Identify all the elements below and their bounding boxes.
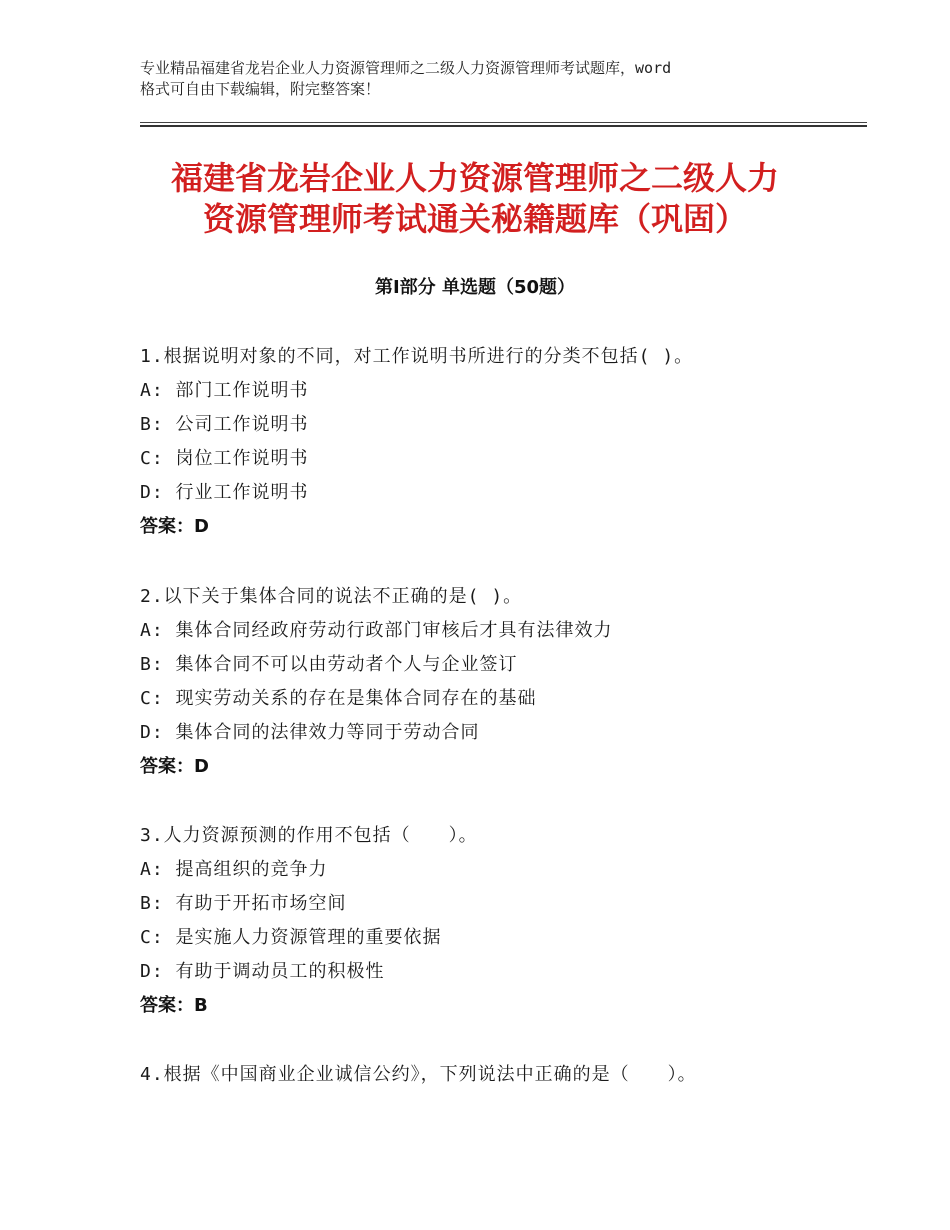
question-stem: 3.人力资源预测的作用不包括（ ）。 [140, 825, 478, 846]
option-a: A: 提高组织的竞争力 [140, 859, 328, 880]
answer: 答案：B [140, 995, 208, 1016]
header-divider-thin [140, 122, 867, 123]
option-d: D: 行业工作说明书 [140, 482, 309, 503]
question-stem: 1.根据说明对象的不同，对工作说明书所进行的分类不包括( )。 [140, 346, 694, 367]
answer: 答案：D [140, 516, 209, 537]
question-stem: 2.以下关于集体合同的说法不正确的是( )。 [140, 586, 523, 607]
question-stem: 4.根据《中国商业企业诚信公约》，下列说法中正确的是（ ）。 [140, 1064, 697, 1085]
document-title-line2: 资源管理师考试通关秘籍题库（巩固） [202, 200, 747, 238]
option-a: A: 集体合同经政府劳动行政部门审核后才具有法律效力 [140, 620, 613, 641]
option-b: B: 公司工作说明书 [140, 414, 309, 435]
option-b: B: 有助于开拓市场空间 [140, 893, 347, 914]
header-note-line2: 格式可自由下载编辑，附完整答案！ [140, 80, 381, 98]
option-c: C: 现实劳动关系的存在是集体合同存在的基础 [140, 688, 537, 709]
option-a: A: 部门工作说明书 [140, 380, 309, 401]
option-b: B: 集体合同不可以由劳动者个人与企业签订 [140, 654, 518, 675]
question-2 [140, 580, 860, 784]
section-title: 第Ⅰ部分 单选题（50题） [374, 277, 575, 298]
question-3 [140, 819, 860, 1023]
option-d: D: 集体合同的法律效力等同于劳动合同 [140, 722, 480, 743]
header-divider-thick [140, 125, 867, 127]
header-note-line1: 专业精品福建省龙岩企业人力资源管理师之二级人力资源管理师考试题库，word [140, 59, 672, 77]
question-4 [140, 1058, 860, 1092]
option-d: D: 有助于调动员工的积极性 [140, 961, 385, 982]
document-title-line1: 福建省龙岩企业人力资源管理师之二级人力 [170, 159, 779, 197]
question-1 [140, 340, 860, 544]
answer: 答案：D [140, 756, 209, 777]
option-c: C: 是实施人力资源管理的重要依据 [140, 927, 442, 948]
document-title [0, 158, 950, 240]
header-note [140, 58, 820, 100]
option-c: C: 岗位工作说明书 [140, 448, 309, 469]
